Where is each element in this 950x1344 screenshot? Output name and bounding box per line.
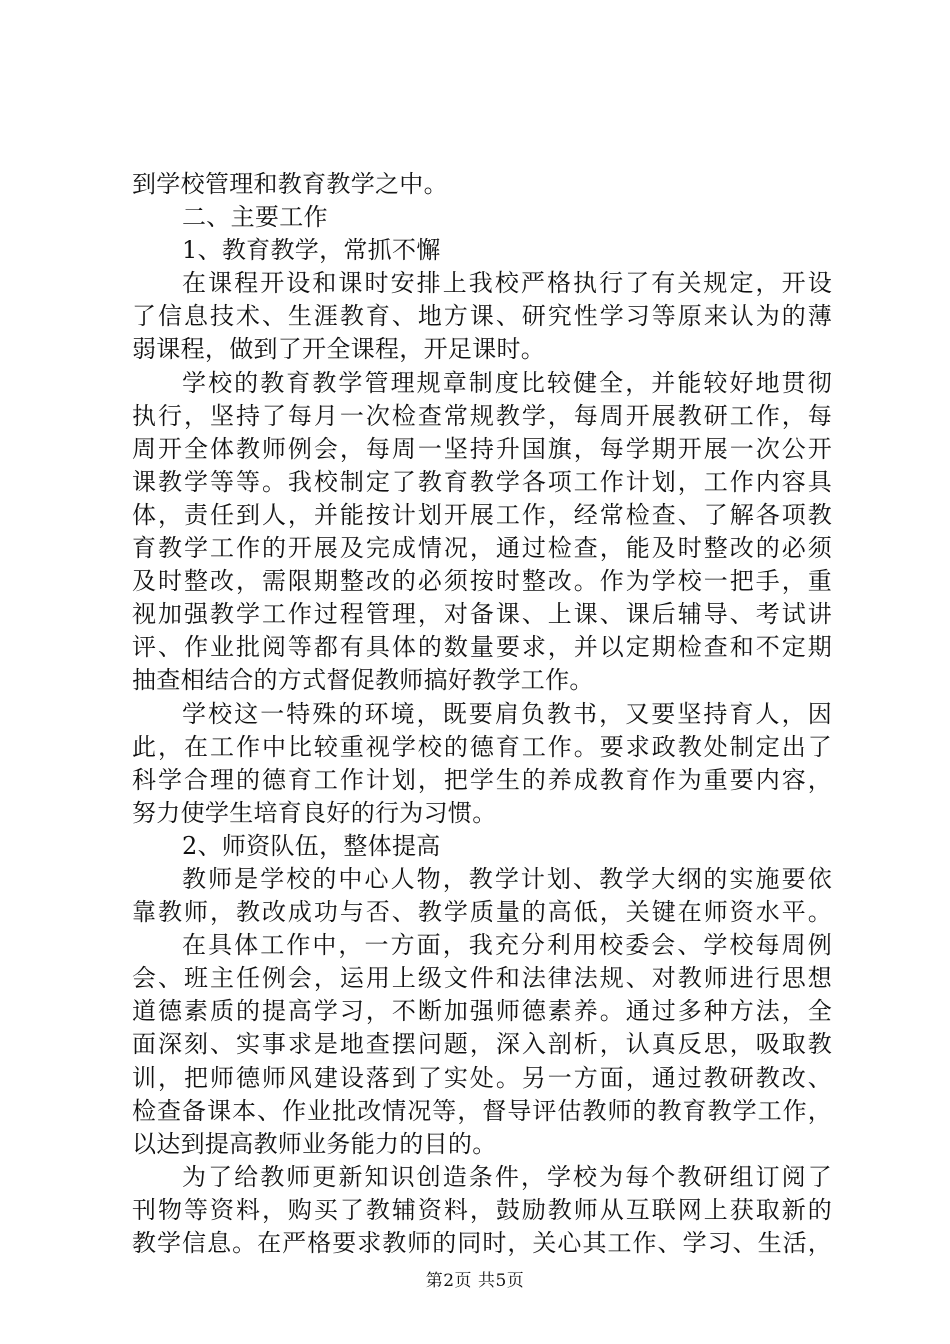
text-line: 学校这一特殊的环境，既要肩负教书，又要坚持育人，因 — [182, 699, 832, 728]
text-line: 视加强教学工作过程管理，对备课、上课、课后辅导、考试讲 — [132, 600, 832, 629]
text-line: 在课程开设和课时安排上我校严格执行了有关规定，开设 — [182, 269, 832, 298]
text-line: 抽查相结合的方式督促教师搞好教学工作。 — [132, 666, 594, 695]
text-line: 教师是学校的中心人物，教学计划、教学大纲的实施要依 — [182, 864, 832, 893]
text-line: 育教学工作的开展及完成情况，通过检查，能及时整改的必须 — [132, 534, 832, 563]
text-line: 教学信息。在严格要求教师的同时，关心其工作、学习、生活， — [132, 1229, 832, 1257]
text-line: 靠教师，教改成功与否、教学质量的高低，关键在师资水平。 — [132, 898, 832, 927]
text-line: 训，把师德师风建设落到了实处。另一方面，通过教研教改、 — [132, 1063, 832, 1092]
text-line: 道德素质的提高学习，不断加强师德素养。通过多种方法，全 — [132, 997, 832, 1026]
page-footer: 第2页 共5页 — [425, 1271, 525, 1291]
text-line: 面深刻、实事求是地查摆问题，深入剖析，认真反思，吸取教 — [132, 1030, 832, 1059]
text-line: 课教学等等。我校制定了教育教学各项工作计划，工作内容具 — [132, 467, 832, 496]
text-line: 了信息技术、生涯教育、地方课、研究性学习等原来认为的薄 — [132, 302, 832, 331]
text-line: 弱课程，做到了开全课程，开足课时。 — [132, 335, 546, 364]
text-line: 努力使学生培育良好的行为习惯。 — [132, 798, 497, 827]
text-line: 检查备课本、作业批改情况等，督导评估教师的教育教学工作， — [132, 1096, 832, 1125]
text-line: 1、教育教学，常抓不懈 — [182, 236, 441, 265]
text-line: 周开全体教师例会，每周一坚持升国旗，每学期开展一次公开 — [132, 434, 832, 463]
text-line: 以达到提高教师业务能力的目的。 — [132, 1129, 497, 1158]
text-line: 在具体工作中，一方面，我充分利用校委会、学校每周例 — [182, 931, 832, 960]
text-line: 二、主要工作 — [182, 203, 328, 232]
text-line: 执行，坚持了每月一次检查常规教学，每周开展教研工作，每 — [132, 401, 832, 430]
text-line: 为了给教师更新知识创造条件，学校为每个教研组订阅了 — [182, 1162, 832, 1191]
text-line: 科学合理的德育工作计划，把学生的养成教育作为重要内容， — [132, 765, 832, 794]
text-line: 体，责任到人，并能按计划开展工作，经常检查、了解各项教 — [132, 500, 832, 529]
text-line: 及时整改，需限期整改的必须按时整改。作为学校一把手，重 — [132, 567, 832, 596]
text-line: 此，在工作中比较重视学校的德育工作。要求政教处制定出了 — [132, 732, 832, 761]
document-body — [132, 168, 832, 1260]
text-line: 会、班主任例会，运用上级文件和法律法规、对教师进行思想 — [132, 964, 832, 993]
text-line: 刊物等资料，购买了教辅资料，鼓励教师从互联网上获取新的 — [132, 1195, 832, 1224]
text-line: 2、师资队伍，整体提高 — [182, 831, 441, 860]
text-line: 到学校管理和教育教学之中。 — [132, 170, 448, 198]
text-line: 学校的教育教学管理规章制度比较健全，并能较好地贯彻 — [182, 368, 832, 397]
text-line: 评、作业批阅等都有具体的数量要求，并以定期检查和不定期 — [132, 633, 832, 662]
